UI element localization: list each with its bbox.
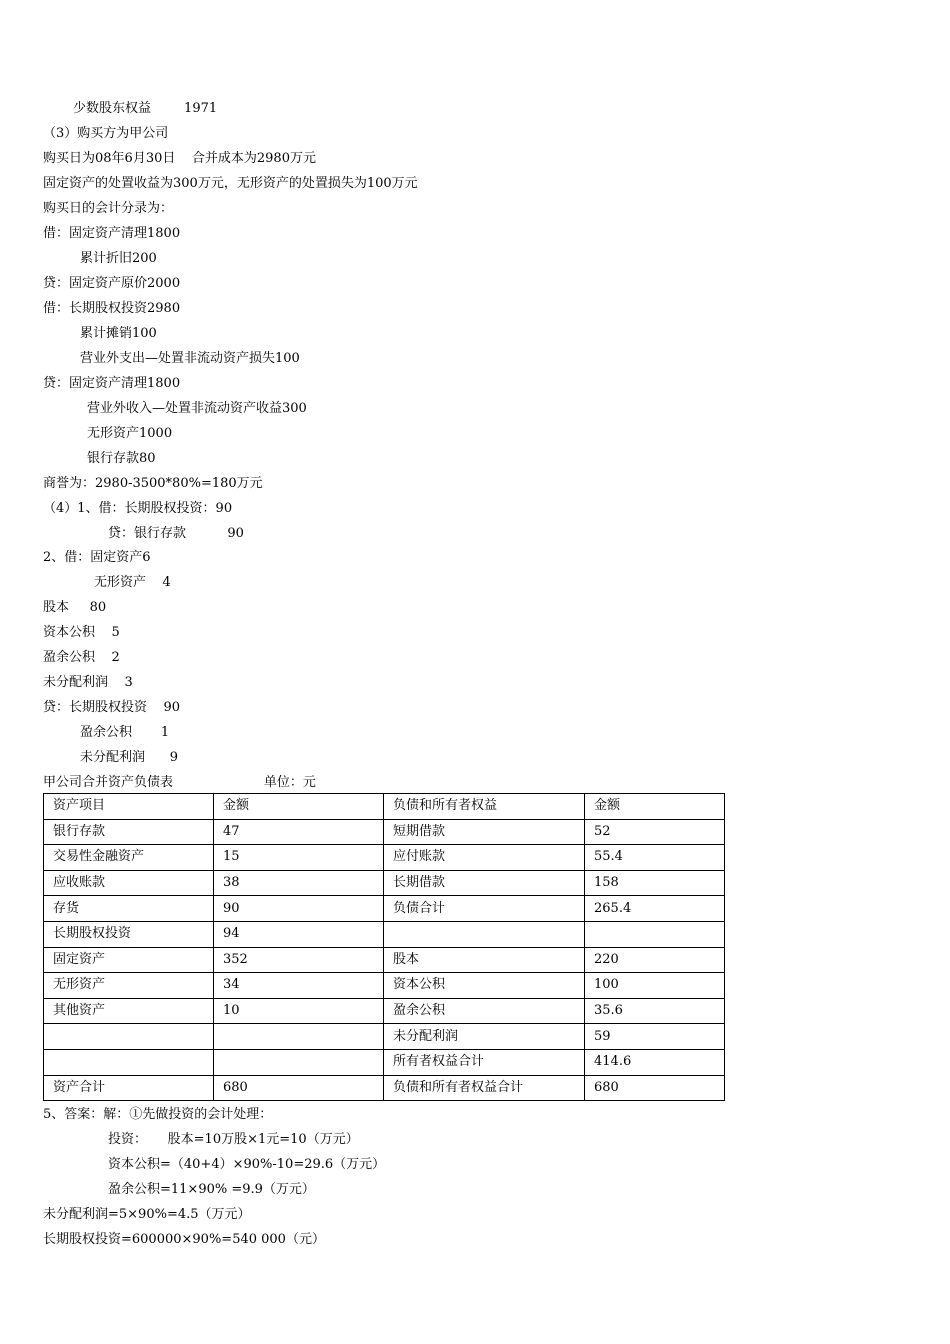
table-cell bbox=[214, 1024, 384, 1050]
journal-entry-line: 营业外收入—处置非流动资产收益300 bbox=[87, 401, 307, 416]
journal-entry-line: 未分配利润 9 bbox=[80, 750, 179, 765]
journal-entry-debit: 2、借：固定资产6 bbox=[43, 550, 151, 565]
journal-entry-credit: 贷：固定资产清理1800 bbox=[43, 376, 181, 391]
table-cell: 银行存款 bbox=[44, 819, 214, 845]
table-cell: 100 bbox=[585, 973, 725, 999]
journal-entry-debit: 借：长期股权投资2980 bbox=[43, 301, 181, 316]
table-cell: 265.4 bbox=[585, 896, 725, 922]
table-row bbox=[44, 921, 725, 947]
journal-entry-line: 未分配利润 3 bbox=[43, 675, 133, 690]
table-row bbox=[44, 870, 725, 896]
table-cell: 存货 bbox=[44, 896, 214, 922]
journal-entry-line: 累计摊销100 bbox=[80, 326, 157, 341]
table-cell: 52 bbox=[585, 819, 725, 845]
table-cell: 所有者权益合计 bbox=[384, 1049, 585, 1075]
table-cell: 680 bbox=[214, 1075, 384, 1101]
table-row bbox=[44, 845, 725, 871]
table-cell bbox=[585, 921, 725, 947]
table-cell: 资本公积 bbox=[384, 973, 585, 999]
table-cell: 其他资产 bbox=[44, 998, 214, 1024]
journal-entry-line: 银行存款80 bbox=[87, 451, 156, 466]
text-line: 购买日的会计分录为： bbox=[43, 201, 174, 216]
table-cell: 47 bbox=[214, 819, 384, 845]
table-cell: 长期借款 bbox=[384, 870, 585, 896]
table-cell: 短期借款 bbox=[384, 819, 585, 845]
table-row bbox=[44, 819, 725, 845]
table-cell: 94 bbox=[214, 921, 384, 947]
text-line: 固定资产的处置收益为300万元，无形资产的处置损失为100万元 bbox=[43, 176, 418, 191]
journal-entry-debit: 借：固定资产清理1800 bbox=[43, 226, 181, 241]
table-cell: 资产合计 bbox=[44, 1075, 214, 1101]
journal-entry-credit: 贷：长期股权投资 90 bbox=[43, 700, 181, 715]
journal-entry-line: 资本公积 5 bbox=[43, 625, 120, 640]
table-cell: 414.6 bbox=[585, 1049, 725, 1075]
journal-entry-credit: 贷：固定资产原价2000 bbox=[43, 276, 181, 291]
table-row bbox=[44, 896, 725, 922]
table-cell: 交易性金融资产 bbox=[44, 845, 214, 871]
text-line: 5、答案：解：①先做投资的会计处理： bbox=[43, 1107, 273, 1122]
journal-entry-line: 无形资产1000 bbox=[87, 426, 173, 441]
table-cell: 长期股权投资 bbox=[44, 921, 214, 947]
table-row bbox=[44, 1075, 725, 1101]
table-row bbox=[44, 1024, 725, 1050]
table-row bbox=[44, 998, 725, 1024]
table-cell: 10 bbox=[214, 998, 384, 1024]
table-row bbox=[44, 973, 725, 999]
table-row bbox=[44, 1049, 725, 1075]
journal-entry-line: 盈余公积 1 bbox=[80, 725, 170, 740]
table-cell: 680 bbox=[585, 1075, 725, 1101]
table-cell: 55.4 bbox=[585, 845, 725, 871]
journal-entry-line: 累计折旧200 bbox=[80, 251, 157, 266]
text-line: 资本公积=（40+4）×90%-10=29.6（万元） bbox=[108, 1157, 386, 1172]
journal-entry-line: 营业外支出—处置非流动资产损失100 bbox=[80, 351, 300, 366]
table-cell: 股本 bbox=[384, 947, 585, 973]
header-cell: 金额 bbox=[214, 794, 384, 820]
table-cell: 未分配利润 bbox=[384, 1024, 585, 1050]
text-line: 少数股东权益 1971 bbox=[73, 101, 218, 116]
table-row bbox=[44, 947, 725, 973]
journal-entry-line: 盈余公积 2 bbox=[43, 650, 120, 665]
table-cell: 38 bbox=[214, 870, 384, 896]
table-cell: 90 bbox=[214, 896, 384, 922]
text-line: 购买日为08年6月30日 合并成本为2980万元 bbox=[43, 151, 316, 166]
header-cell: 金额 bbox=[585, 794, 725, 820]
table-cell: 负债和所有者权益合计 bbox=[384, 1075, 585, 1101]
text-line: 盈余公积=11×90% =9.9（万元） bbox=[108, 1182, 315, 1197]
balance-sheet-table bbox=[43, 793, 725, 1101]
table-cell: 无形资产 bbox=[44, 973, 214, 999]
text-line: 长期股权投资=600000×90%=540 000（元） bbox=[43, 1232, 325, 1247]
table-header-row bbox=[44, 794, 725, 820]
table-cell bbox=[44, 1024, 214, 1050]
header-cell: 资产项目 bbox=[44, 794, 214, 820]
journal-entry-debit: （4）1、借：长期股权投资：90 bbox=[43, 501, 233, 516]
table-cell: 应付账款 bbox=[384, 845, 585, 871]
text-line: （3）购买方为甲公司 bbox=[43, 126, 169, 141]
table-cell: 35.6 bbox=[585, 998, 725, 1024]
text-line: 商誉为：2980-3500*80%=180万元 bbox=[43, 476, 263, 491]
table-cell bbox=[384, 921, 585, 947]
table-cell: 352 bbox=[214, 947, 384, 973]
journal-entry-line: 股本 80 bbox=[43, 600, 107, 615]
table-cell: 158 bbox=[585, 870, 725, 896]
header-cell: 负债和所有者权益 bbox=[384, 794, 585, 820]
table-cell: 固定资产 bbox=[44, 947, 214, 973]
text-line: 投资： 股本=10万股×1元=10（万元） bbox=[108, 1132, 359, 1147]
table-cell: 负债合计 bbox=[384, 896, 585, 922]
table-cell bbox=[214, 1049, 384, 1075]
table-cell: 15 bbox=[214, 845, 384, 871]
table-cell: 220 bbox=[585, 947, 725, 973]
table-cell bbox=[44, 1049, 214, 1075]
journal-entry-line: 无形资产 4 bbox=[94, 575, 171, 590]
table-cell: 盈余公积 bbox=[384, 998, 585, 1024]
table-cell: 34 bbox=[214, 973, 384, 999]
journal-entry-credit: 贷：银行存款 90 bbox=[108, 526, 244, 541]
table-cell: 应收账款 bbox=[44, 870, 214, 896]
table-caption: 甲公司合并资产负债表 单位：元 bbox=[43, 775, 316, 790]
table-cell: 59 bbox=[585, 1024, 725, 1050]
text-line: 未分配利润=5×90%=4.5（万元） bbox=[43, 1207, 251, 1222]
